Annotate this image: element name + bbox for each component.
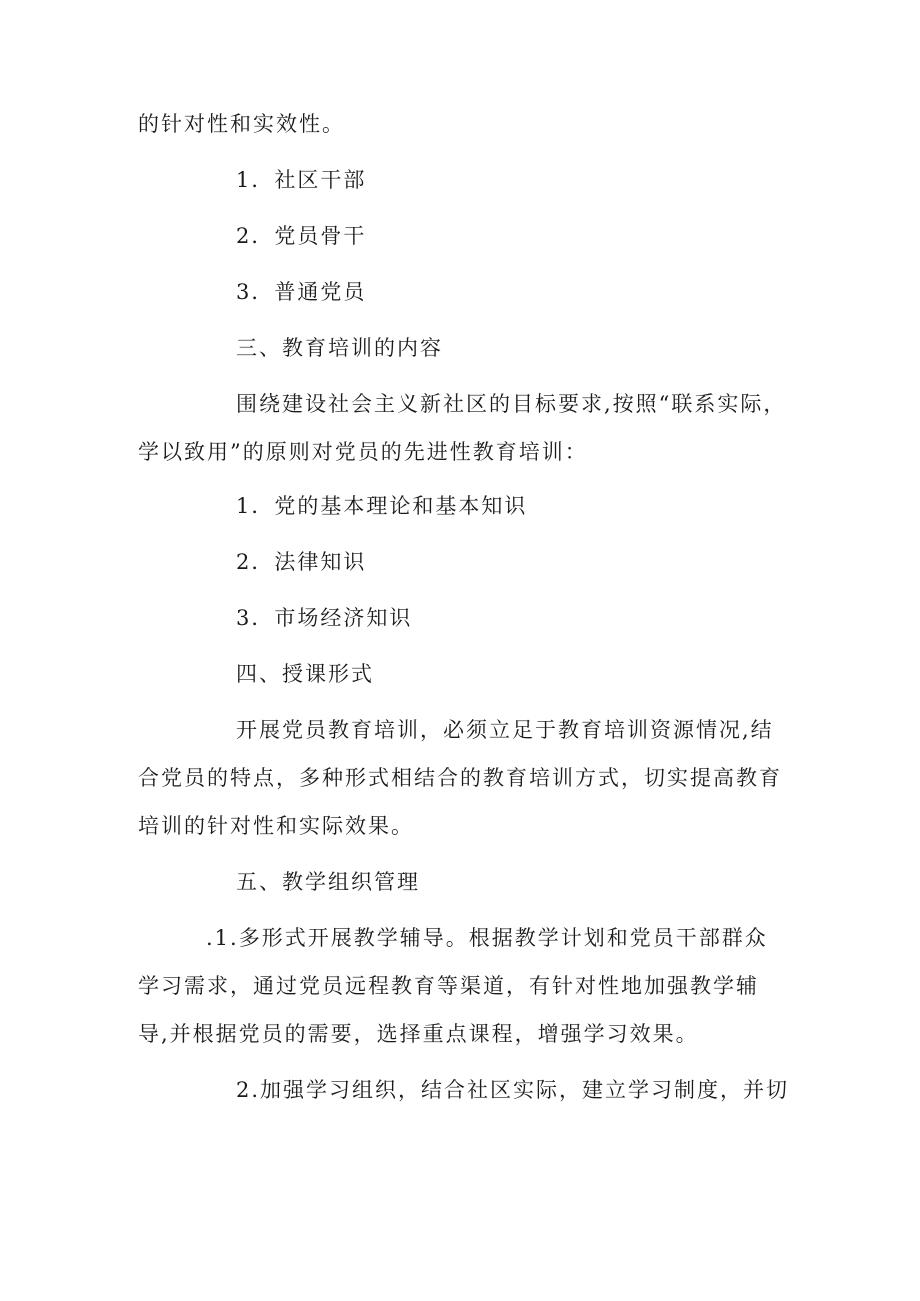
list-item: 3．市场经济知识 xyxy=(236,606,413,630)
list-item: 1．社区干部 xyxy=(236,168,367,192)
paragraph-line: 合党员的特点，多种形式相结合的教育培训方式，切实提高教育 xyxy=(138,766,782,790)
section-heading: 五、教学组织管理 xyxy=(236,870,420,894)
paragraph-line: 2.加强学习组织，结合社区实际，建立学习制度，并切 xyxy=(236,1078,790,1102)
paragraph-line: 的针对性和实效性。 xyxy=(138,112,345,136)
paragraph-line: .1.多形式开展教学辅导。根据教学计划和党员干部群众 xyxy=(206,926,768,950)
paragraph-line: 学习需求，通过党员远程教育等渠道，有针对性地加强教学辅 xyxy=(138,974,759,998)
list-item: 3．普通党员 xyxy=(236,280,367,304)
list-item: 1．党的基本理论和基本知识 xyxy=(236,494,528,518)
section-heading: 四、授课形式 xyxy=(236,662,374,686)
section-heading: 三、教育培训的内容 xyxy=(236,336,443,360)
paragraph-line: 导,并根据党员的需要，选择重点课程，增强学习效果。 xyxy=(138,1022,699,1046)
paragraph-line: 围绕建设社会主义新社区的目标要求,按照“联系实际， xyxy=(236,392,787,416)
list-item: 2．党员骨干 xyxy=(236,224,367,248)
list-item: 2．法律知识 xyxy=(236,550,367,574)
paragraph-line: 培训的针对性和实际效果。 xyxy=(138,814,414,838)
paragraph-line: 开展党员教育培训，必须立足于教育培训资源情况,结 xyxy=(236,718,774,742)
paragraph-line: 学以致用”的原则对党员的先进性教育培训： xyxy=(138,440,588,464)
